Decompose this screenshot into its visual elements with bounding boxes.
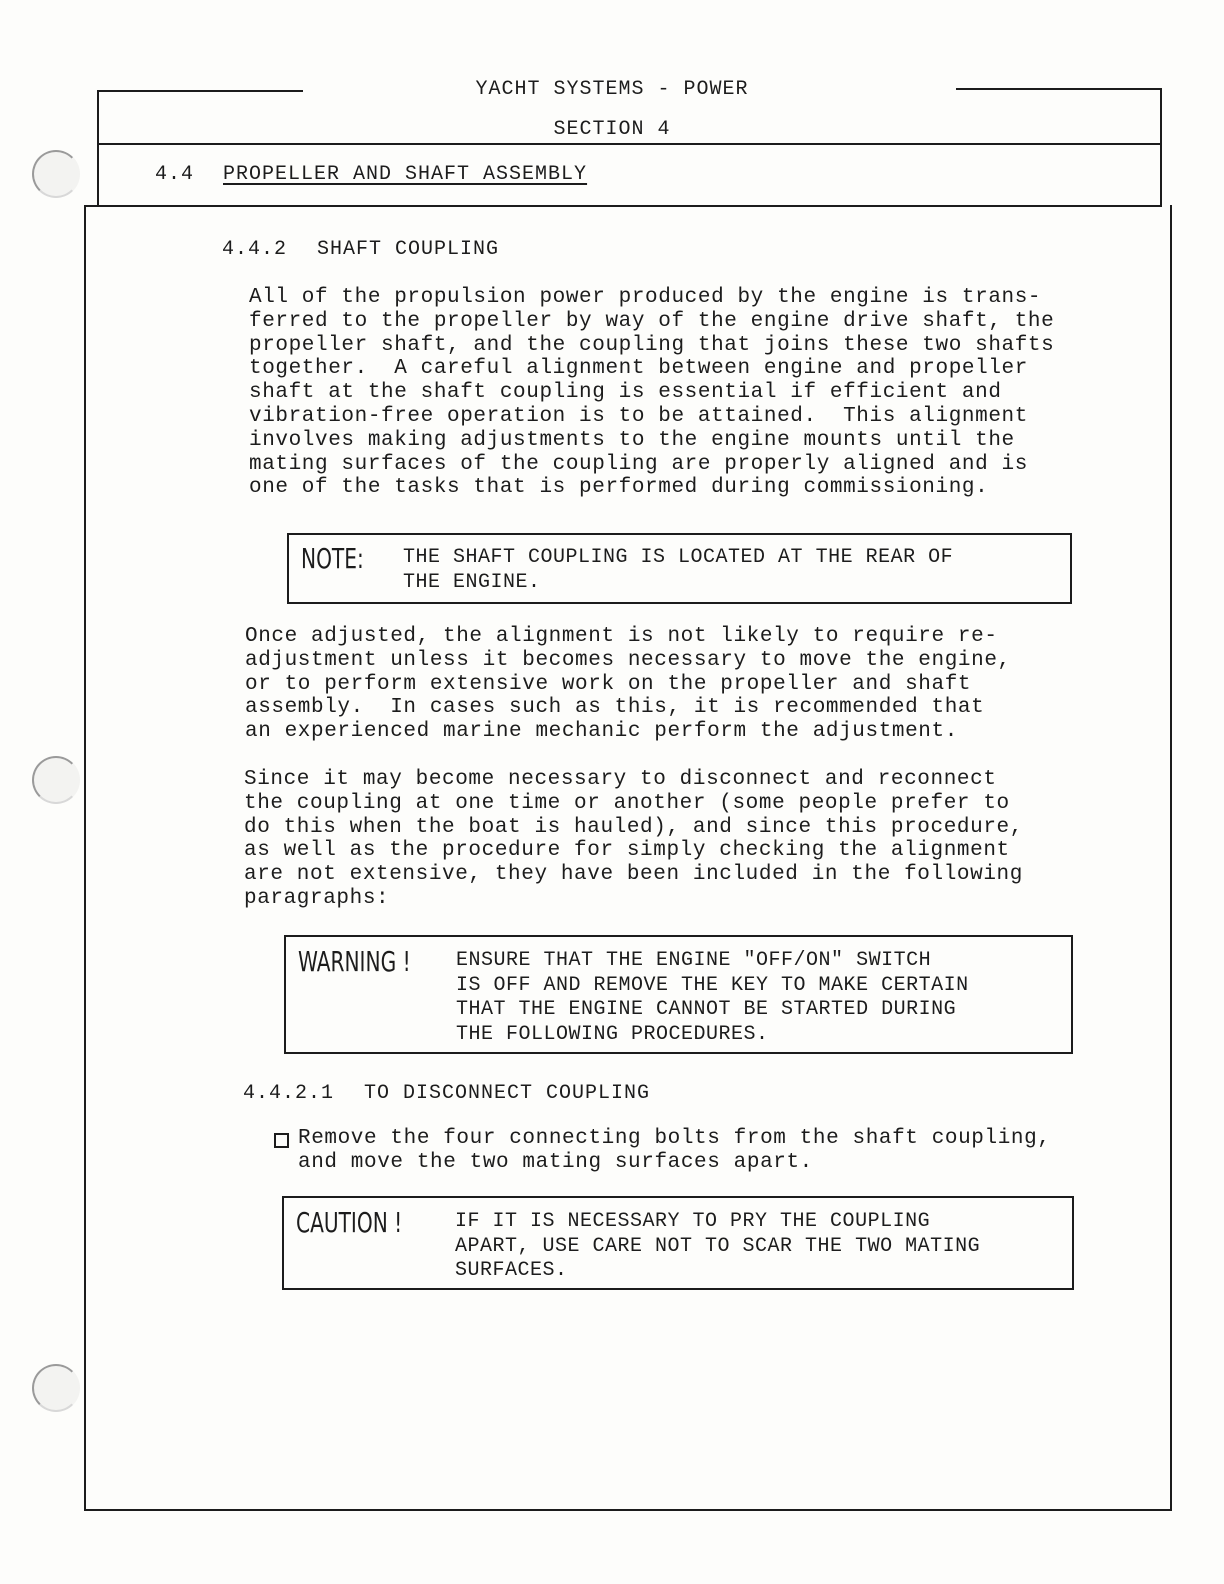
note-text: THE SHAFT COUPLING IS LOCATED AT THE REAR OF THE ENGINE. bbox=[403, 546, 954, 594]
step-remove-bolts: Remove the four connecting bolts from the shaft coupling, and move the two mating surfaces apart. bbox=[298, 1127, 1051, 1174]
section-heading bbox=[155, 163, 587, 186]
binder-hole-top bbox=[32, 150, 80, 198]
caution-text: IF IT IS NECESSARY TO PRY THE COUPLING APART, USE CARE NOT TO SCAR THE TWO MATING SURFACES. bbox=[455, 1210, 981, 1282]
subsection-number: 4.4.2 bbox=[222, 238, 288, 261]
paragraph-propulsion: All of the propulsion power produced by the engine is trans- ferred to the propeller by way of the engine drive shaft, the propeller shaft, and the coupling that joins these two shafts together. A careful alignment between engine and propeller shaft at the shaft coupling is essential if efficient and vibration-free operation is to be attained. This alignment involves making adjustments to the engine mounts until the mating surfaces of the coupling are properly aligned and is one of the tasks that is performed during commissioning. bbox=[249, 286, 1055, 500]
paragraph-procedures: Since it may become necessary to disconnect and reconnect the coupling at one time or another (some people prefer to do this when the boat is hauled), and since this procedure, as well as the procedure for simply checking the alignment are not extensive, they have been included in the following paragraphs: bbox=[244, 768, 1023, 910]
paragraph-adjustment: Once adjusted, the alignment is not likely to require re- adjustment unless it becomes necessary to move the engine, or to perform extensive work on the propeller and shaft assembly. In cases such as this, it is recommended that an experienced marine mechanic perform the adjustment. bbox=[245, 625, 1011, 744]
header-rule-right bbox=[956, 88, 1162, 90]
procedure-number: 4.4.2.1 bbox=[243, 1082, 335, 1105]
header-rule-left bbox=[97, 90, 303, 92]
frame-body-left bbox=[84, 205, 86, 1511]
procedure-heading bbox=[243, 1082, 650, 1105]
subsection-title: SHAFT COUPLING bbox=[317, 238, 500, 261]
frame-bottom bbox=[84, 1509, 1172, 1511]
frame-rule-body bbox=[84, 205, 1162, 207]
note-label: NOTE: bbox=[301, 542, 364, 575]
warning-box bbox=[284, 935, 1073, 1054]
frame-right bbox=[1160, 88, 1162, 206]
frame-body-right bbox=[1170, 205, 1172, 1511]
frame-rule-section bbox=[97, 143, 1162, 145]
binder-hole-middle bbox=[32, 756, 80, 804]
section-title: PROPELLER AND SHAFT ASSEMBLY bbox=[223, 163, 588, 186]
warning-text: ENSURE THAT THE ENGINE "OFF/ON" SWITCH IS OFF AND REMOVE THE KEY TO MAKE CERTAIN THAT THE ENGINE CANNOT BE STARTED DURING THE FOLLOWING PROCEDURES. bbox=[456, 949, 969, 1046]
warning-label: WARNING ! bbox=[298, 945, 411, 978]
binder-hole-bottom bbox=[32, 1364, 80, 1412]
frame-left bbox=[97, 90, 99, 206]
caution-box bbox=[282, 1196, 1074, 1290]
caution-label: CAUTION ! bbox=[296, 1206, 403, 1239]
document-title: YACHT SYSTEMS - POWER bbox=[475, 78, 749, 101]
section-number: 4.4 bbox=[155, 163, 195, 186]
section-label: SECTION 4 bbox=[553, 118, 671, 141]
subsection-heading bbox=[222, 238, 499, 261]
note-box bbox=[287, 533, 1072, 604]
procedure-title: TO DISCONNECT COUPLING bbox=[364, 1082, 651, 1105]
step-checkbox[interactable] bbox=[274, 1133, 289, 1148]
